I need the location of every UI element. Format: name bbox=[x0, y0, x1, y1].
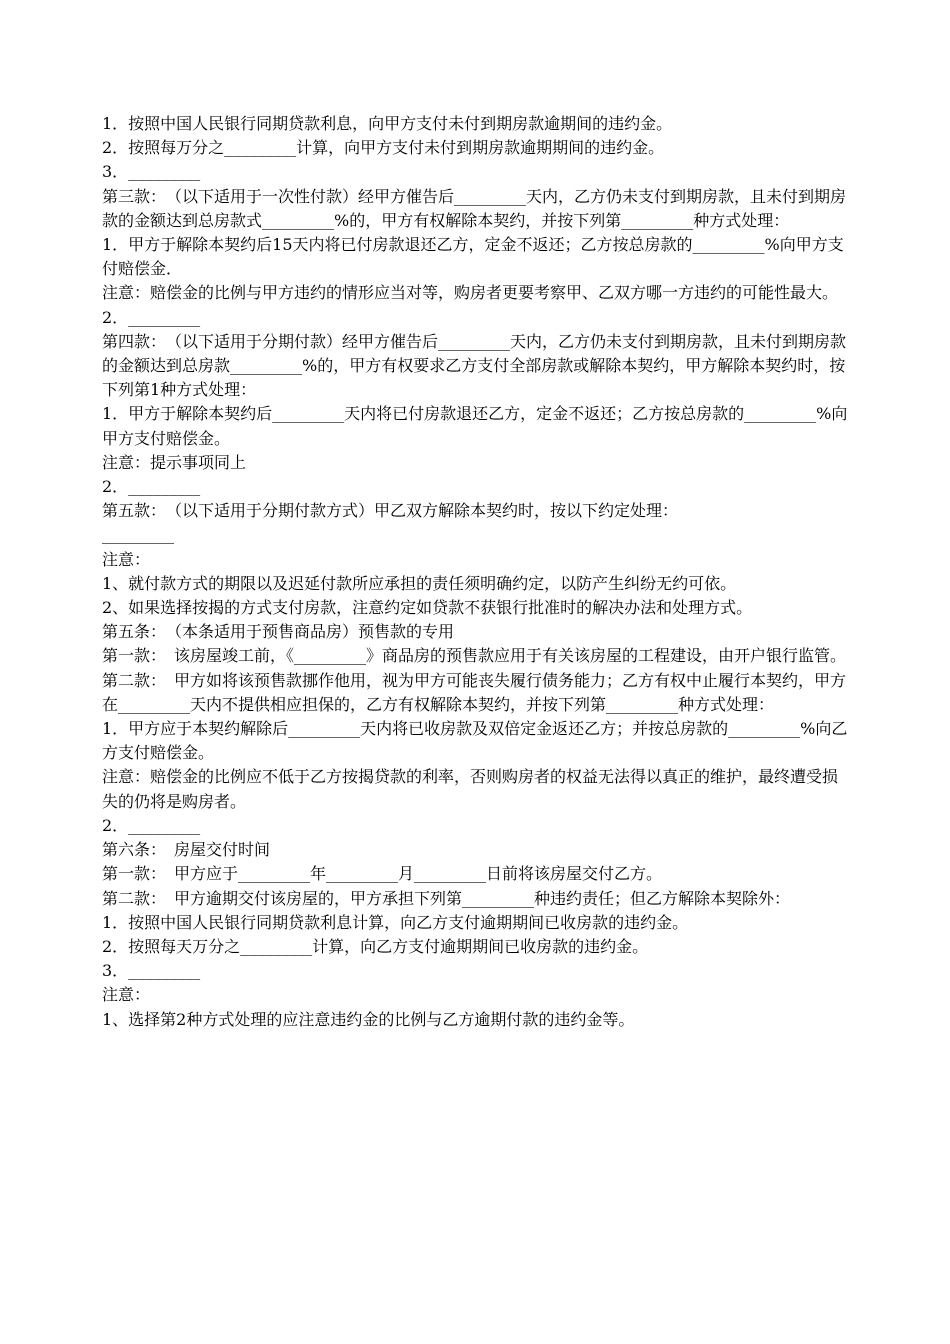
clause-text: 1．甲方于解除本契约后15天内将已付房款退还乙方，定金不返还；乙方按总房款的_________%向甲方支付赔偿金． bbox=[102, 235, 844, 279]
clause-text: 第四款： （以下适用于分期付款）经甲方催告后_________天内，乙方仍未支付到期房款，且未付到期房款的金额达到总房款_________%的，甲方有权要求乙方支付全部房款或解除本契约，甲方解除本契约时，按下列第1种方式处理： bbox=[102, 331, 847, 400]
clause-text: 1．按照中国人民银行同期贷款利息计算，向乙方支付逾期期间已收房款的违约金。 bbox=[102, 912, 689, 932]
document-page bbox=[102, 112, 850, 1032]
clause-text: 2．按照每万分之_________计算，向甲方支付未付到期房款逾期期间的违约金。 bbox=[102, 138, 665, 158]
clause-text: 第五款： （以下适用于分期付款方式）甲乙双方解除本契约时，按以下约定处理： bbox=[102, 501, 679, 521]
blank-line: _________ bbox=[102, 525, 174, 545]
clause-text: 1．甲方应于本契约解除后_________天内将已收房款及双倍定金返还乙方；并按总房款的_________%向乙方支付赔偿金。 bbox=[102, 719, 848, 763]
clause-text: 3．_________ bbox=[102, 961, 201, 981]
clause-text: 第一款： 甲方应于_________年_________月_________日前将该房屋交付乙方。 bbox=[102, 864, 663, 884]
clause-text: 1．按照中国人民银行同期贷款利息，向甲方支付未付到期房款逾期间的违约金。 bbox=[102, 114, 673, 133]
note-heading: 注意： bbox=[102, 549, 151, 569]
clause-text: 2．按照每天万分之_________计算，向乙方支付逾期期间已收房款的违约金。 bbox=[102, 936, 649, 956]
article-heading: 第六条： 房屋交付时间 bbox=[102, 840, 271, 860]
note-text: 1、选择第2种方式处理的应注意违约金的比例与乙方逾期付款的违约金等。 bbox=[102, 1009, 635, 1029]
clause-text: 2．_________ bbox=[102, 815, 201, 835]
clause-text: 第三款： （以下适用于一次性付款）经甲方催告后_________天内，乙方仍未支付到期房款，且未付到期房款的金额达到总房款式_________%的，甲方有权解除本契约，并按下列第_________种方式处理： bbox=[102, 186, 847, 230]
clause-text: 第二款： 甲方逾期交付该房屋的，甲方承担下列第_________种违约责任；但乙方解除本契除外： bbox=[102, 888, 791, 908]
clause-text: 2．_________ bbox=[102, 307, 201, 327]
clause-text: 2．_________ bbox=[102, 477, 201, 497]
clause-text: 3．_________ bbox=[102, 162, 201, 182]
clause-text: 第二款： 甲方如将该预售款挪作他用，视为甲方可能丧失履行债务能力；乙方有权中止履行本契约，甲方在_________天内不提供相应担保的，乙方有权解除本契约，并按下列第_________种方式处理： bbox=[102, 670, 847, 714]
note-text: 1、就付款方式的期限以及迟延付款所应承担的责任须明确约定，以防产生纠纷无约可依。 bbox=[102, 573, 737, 593]
article-heading: 第五条： （本条适用于预售商品房）预售款的专用 bbox=[102, 622, 455, 642]
note-text: 2、如果选择按揭的方式支付房款，注意约定如贷款不获银行批准时的解决办法和处理方式。 bbox=[102, 598, 753, 618]
clause-text: 第一款： 该房屋竣工前，《_________》商品房的预售款应用于有关该房屋的工程建设，由开户银行监管。 bbox=[102, 646, 847, 666]
note-text: 注意：赔偿金的比例应不低于乙方按揭贷款的利率，否则购房者的权益无法得以真正的维护，最终遭受损失的仍将是购房者。 bbox=[102, 767, 839, 811]
clause-text: 1．甲方于解除本契约后_________天内将已付房款退还乙方，定金不返还；乙方按总房款的_________%向甲方支付赔偿金。 bbox=[102, 404, 848, 448]
note-heading: 注意： bbox=[102, 985, 151, 1005]
note-text: 注意：提示事项同上 bbox=[102, 452, 247, 472]
note-text: 注意：赔偿金的比例与甲方违约的情形应当对等，购房者更要考察甲、乙双方哪一方违约的可能性最大。 bbox=[102, 283, 839, 303]
